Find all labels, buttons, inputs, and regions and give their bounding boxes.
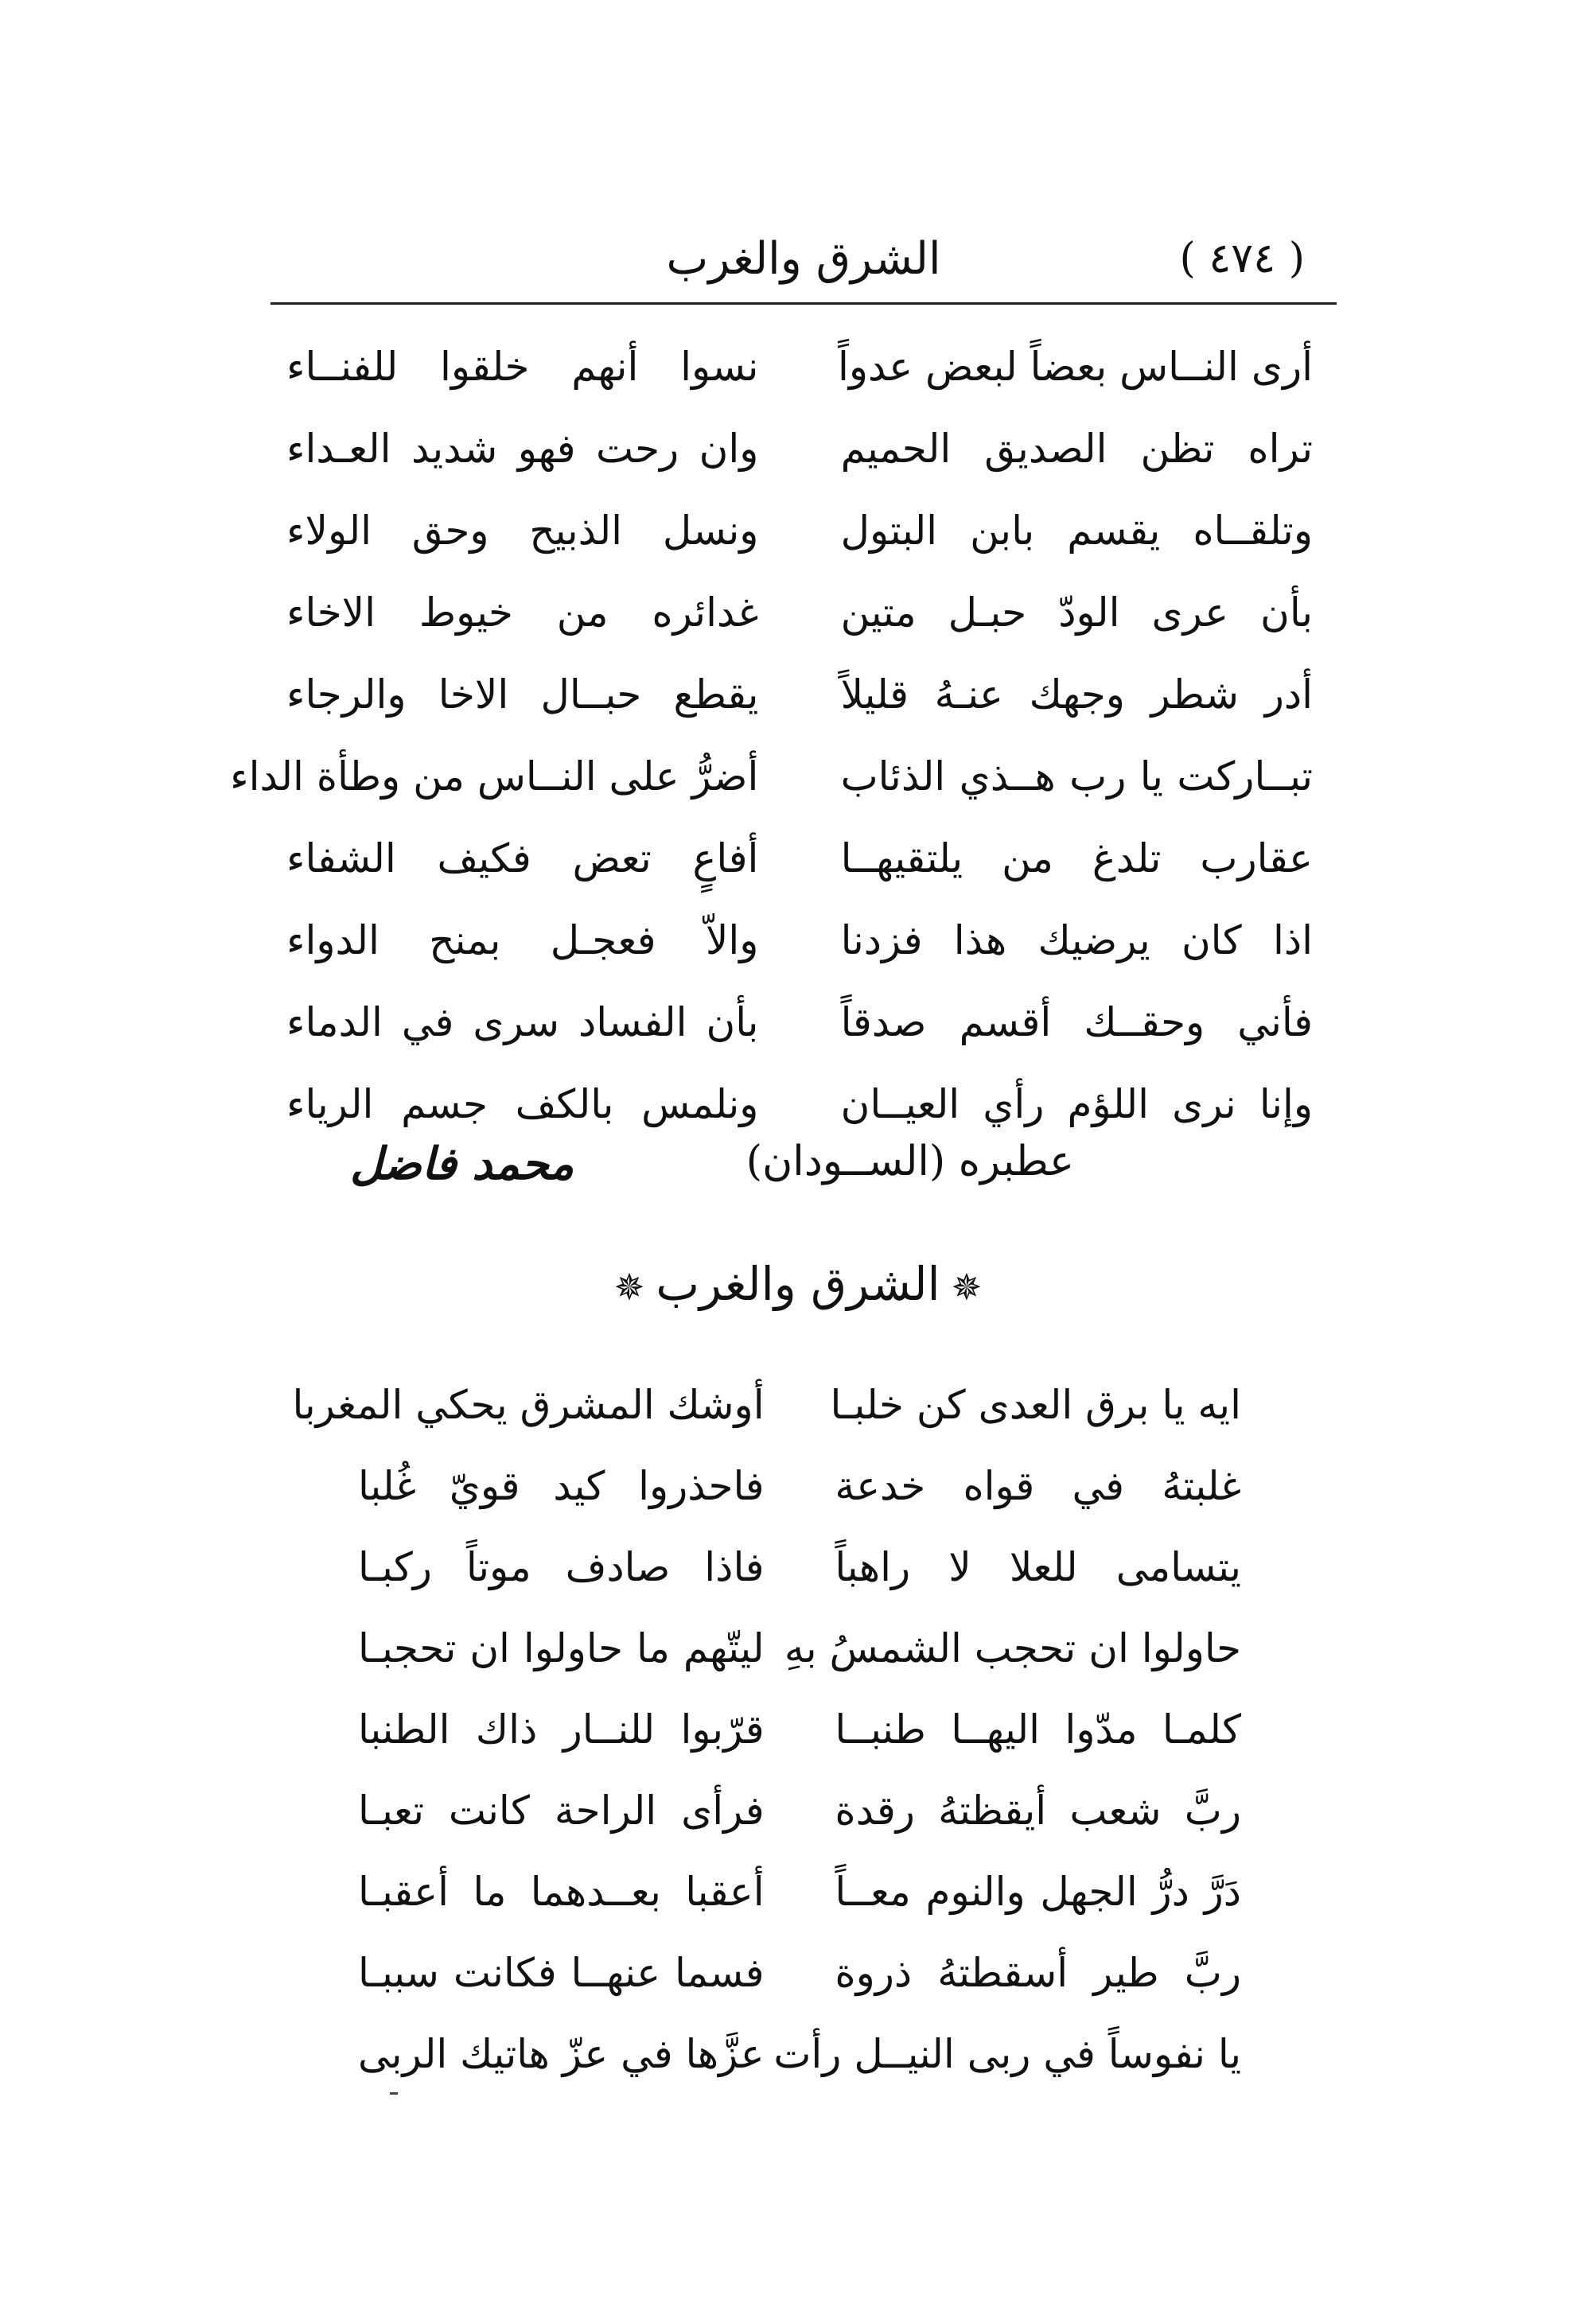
hemistich-second: عزَّها في عزّ هاتيك الربى <box>357 2031 765 2077</box>
hemistich-first: ربَّ طير أسقطتهُ ذروة <box>835 1950 1241 1996</box>
hemistich-second: ونلمس بالكف جسم الرياء <box>286 1081 759 1127</box>
verse <box>286 1064 1313 1146</box>
hemistich-first: عقارب تلدغ من يلتقيهــا <box>840 835 1313 881</box>
running-title: الشرق والغرب <box>666 233 941 285</box>
hemistich-second: يقطع حبــال الاخا والرجاء <box>286 671 759 718</box>
poem-first <box>230 326 1313 1146</box>
verse <box>292 1364 1241 1445</box>
hemistich-first: غلبتهُ في قواه خدعة <box>835 1463 1241 1509</box>
verse <box>358 1689 1241 1770</box>
signature-line <box>350 1138 1257 1217</box>
hemistich-second: ونسل الذبيح وحق الولاء <box>286 508 759 554</box>
section-title-text: الشرق والغرب <box>656 1257 940 1311</box>
signature-name: محمد فاضل <box>350 1138 574 1190</box>
verse <box>286 326 1313 408</box>
hemistich-second: فاذا صادف موتاً ركبـا <box>358 1544 765 1590</box>
verse <box>286 818 1313 900</box>
hemistich-first: تراه تظن الصديق الحميم <box>840 426 1313 472</box>
hemistich-second: ليتّهم ما حاولوا ان تحجبـا <box>358 1625 765 1671</box>
hemistich-second: قرّبوا للنــار ذاك الطنبا <box>358 1706 765 1753</box>
verse <box>286 982 1313 1064</box>
hemistich-second: فسما عنهــا فكانت سببـا <box>358 1950 765 1996</box>
ornament-star-icon: ✵ <box>613 1266 645 1309</box>
verse <box>358 1608 1241 1689</box>
hemistich-second: نسوا أنهم خلقوا للفنــاء <box>286 344 759 390</box>
hemistich-second: وان رحت فهو شديد العـداء <box>286 426 759 472</box>
page-header <box>271 227 1337 305</box>
section-title <box>603 1257 993 1311</box>
hemistich-first: يا نفوساً في ربى النيــل رأت <box>773 2031 1241 2077</box>
hemistich-first: فأني وحقــك أقسم صدقاً <box>840 999 1313 1045</box>
hemistich-first: كلمـا مدّوا اليهــا طنبــا <box>835 1706 1241 1753</box>
verse <box>286 408 1313 490</box>
verse <box>358 1527 1241 1608</box>
hemistich-first: اذا كان يرضيك هذا فزدنا <box>840 917 1313 963</box>
hemistich-first: أرى النــاس بعضاً لبعض عدواً <box>838 344 1313 390</box>
hemistich-second: والاّ فعجـل بمنح الدواء <box>286 917 759 963</box>
hemistich-second: أعقبا بعــدهما ما أعقبـا <box>358 1869 765 1915</box>
signature-place: عطبره (الســودان) <box>745 1138 1074 1185</box>
verse <box>286 654 1313 736</box>
hemistich-second: فاحذروا كيد قويّ غُلبا <box>358 1463 765 1509</box>
hemistich-first: يتسامى للعلا لا راهباً <box>835 1544 1241 1590</box>
page-number: ( ٤٧٤ ) <box>1179 235 1305 282</box>
hemistich-second: بأن الفساد سرى في الدماء <box>286 999 759 1045</box>
verse <box>286 490 1313 572</box>
hemistich-second: أضرُّ على النــاس من وطأة الداء <box>230 753 759 800</box>
hemistich-first: ربَّ شعب أيقظتهُ رقدة <box>835 1788 1241 1834</box>
hemistich-first: أدر شطر وجهك عنـهُ قليلاً <box>840 671 1313 718</box>
verse <box>230 736 1313 818</box>
hemistich-first: حاولوا ان تحجب الشمسُ بهِ <box>784 1625 1241 1671</box>
hemistich-first: ايه يا برق العدى كن خلبـا <box>830 1382 1241 1428</box>
verse <box>286 900 1313 982</box>
hemistich-first: وإنا نرى اللؤم رأي العيــان <box>840 1081 1313 1127</box>
hemistich-first: دَرَّ درُّ الجهل والنوم معــاً <box>835 1869 1241 1915</box>
hemistich-first: وتلقــاه يقسم بابن البتول <box>840 508 1313 554</box>
poem-second <box>292 1364 1241 2095</box>
hemistich-second: غدائره من خيوط الاخاء <box>286 589 759 636</box>
hemistich-second: فرأى الراحة كانت تعبـا <box>358 1788 765 1834</box>
hemistich-first: بأن عرى الودّ حبـل متين <box>840 589 1313 636</box>
ornament-star-icon: ✵ <box>951 1266 983 1309</box>
hemistich-second: أوشك المشرق يحكي المغربا <box>292 1382 765 1428</box>
verse <box>358 1932 1241 2013</box>
verse <box>358 1851 1241 1932</box>
verse <box>358 2013 1241 2095</box>
verse <box>358 1445 1241 1527</box>
print-mark <box>390 2092 398 2095</box>
verse <box>358 1770 1241 1851</box>
verse <box>286 572 1313 654</box>
hemistich-first: تبــاركت يا رب هــذي الذئاب <box>840 753 1313 800</box>
hemistich-second: أفاعٍ تعض فكيف الشفاء <box>286 835 759 881</box>
